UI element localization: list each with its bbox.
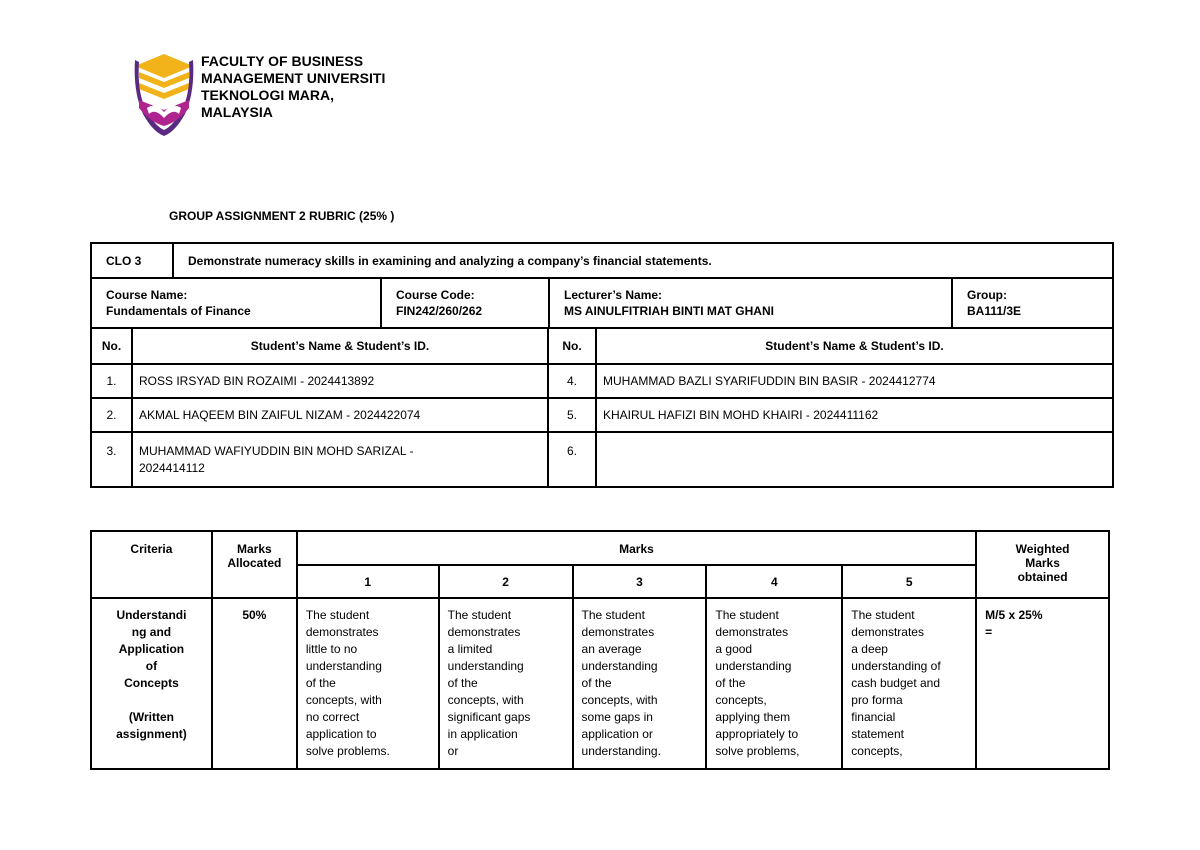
weighted-marks-header: Weighted Marks obtained <box>976 531 1109 598</box>
student-no: 5. <box>548 398 596 432</box>
course-code-value: FIN242/260/262 <box>396 304 483 318</box>
student-name-header: Student’s Name & Student’s ID. <box>132 328 548 364</box>
level-header: 2 <box>439 565 573 598</box>
lecturer-value: MS AINULFITRIAH BINTI MAT GHANI <box>564 304 774 318</box>
no-header: No. <box>548 328 596 364</box>
marks-header: Marks <box>297 531 976 565</box>
table-row <box>91 598 1109 769</box>
student-no: 4. <box>548 364 596 398</box>
weighted-marks-cell: M/5 x 25% = <box>976 598 1109 769</box>
clo-code: CLO 3 <box>91 243 173 278</box>
course-code-cell <box>381 278 549 328</box>
group-cell <box>952 278 1113 328</box>
table-row <box>91 398 1113 432</box>
lecturer-cell <box>549 278 952 328</box>
faculty-line: TEKNOLOGI MARA, <box>201 87 334 103</box>
level-header: 5 <box>842 565 976 598</box>
student-name: AKMAL HAQEEM BIN ZAIFUL NIZAM - 2024422074 <box>132 398 548 432</box>
marks-allocated-header: Marks Allocated <box>212 531 297 598</box>
level-header: 1 <box>297 565 439 598</box>
faculty-name <box>201 53 385 121</box>
level-header: 4 <box>706 565 842 598</box>
student-no: 6. <box>548 432 596 487</box>
course-info-table <box>90 277 1114 329</box>
faculty-line: MALAYSIA <box>201 104 273 120</box>
student-name: ROSS IRSYAD BIN ROZAIMI - 2024413892 <box>132 364 548 398</box>
student-name: KHAIRUL HAFIZI BIN MOHD KHAIRI - 2024411162 <box>596 398 1113 432</box>
uitm-crest-logo <box>133 52 195 136</box>
faculty-line: MANAGEMENT UNIVERSITI <box>201 70 386 86</box>
descriptor-cell: The student demonstrates little to no understanding of the concepts, with no correct application to solve problems. <box>297 598 439 769</box>
course-code-label: Course Code: <box>396 288 475 302</box>
course-name-cell <box>91 278 381 328</box>
table-row <box>91 364 1113 398</box>
student-name: MUHAMMAD BAZLI SYARIFUDDIN BIN BASIR - 2024412774 <box>596 364 1113 398</box>
group-value: BA111/3E <box>967 304 1022 318</box>
student-name <box>596 432 1113 487</box>
student-no: 1. <box>91 364 132 398</box>
clo-table <box>90 242 1114 279</box>
course-name-value: Fundamentals of Finance <box>106 304 251 318</box>
marks-allocated-cell: 50% <box>212 598 297 769</box>
student-name-header: Student’s Name & Student’s ID. <box>596 328 1113 364</box>
clo-text: Demonstrate numeracy skills in examining and analyzing a company’s financial statements. <box>173 243 1113 278</box>
table-row <box>91 432 1113 487</box>
descriptor-cell: The student demonstrates an average understanding of the concepts, with some gaps in application or understanding. <box>573 598 707 769</box>
student-no: 2. <box>91 398 132 432</box>
page-title: GROUP ASSIGNMENT 2 RUBRIC (25% ) <box>169 209 395 223</box>
course-name-label: Course Name: <box>106 288 188 302</box>
faculty-line: FACULTY OF BUSINESS <box>201 53 364 69</box>
level-header: 3 <box>573 565 707 598</box>
descriptor-cell: The student demonstrates a limited understanding of the concepts, with significant gaps in application or <box>439 598 573 769</box>
descriptor-cell: The student demonstrates a good understanding of the concepts, applying them appropriately to solve problems, <box>706 598 842 769</box>
student-no: 3. <box>91 432 132 487</box>
descriptor-cell: The student demonstrates a deep understanding of cash budget and pro forma financial statement concepts, <box>842 598 976 769</box>
no-header: No. <box>91 328 132 364</box>
lecturer-label: Lecturer’s Name: <box>564 288 663 302</box>
student-name: MUHAMMAD WAFIYUDDIN BIN MOHD SARIZAL - 2024414112 <box>132 432 548 487</box>
rubric-table <box>90 530 1110 770</box>
group-label: Group: <box>967 288 1007 302</box>
criteria-cell: Understandi ng and Application of Concepts (Written assignment) <box>91 598 212 769</box>
criteria-header: Criteria <box>91 531 212 598</box>
students-table <box>90 327 1114 488</box>
